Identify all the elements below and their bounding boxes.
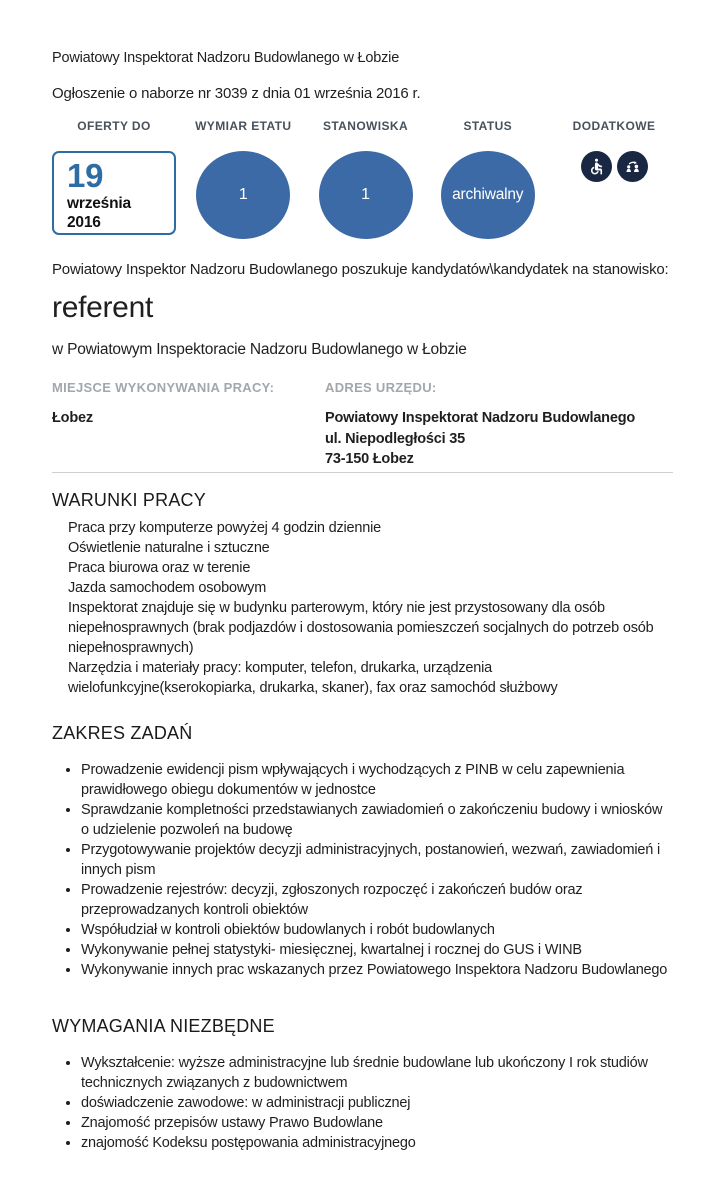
requirements-list (52, 1053, 673, 1153)
stat-offers-until-label: OFERTY DO (77, 119, 151, 134)
stat-offers-until (52, 119, 176, 239)
details-columns (52, 380, 673, 469)
working-condition-line: Inspektorat znajduje się w budynku parterowym, który nie jest przystosowany dla osób niepełnosprawnych (brak podjazdów i dostosowania pomieszczeń socjalnych do potrzeb osób niepełnosprawnych) (68, 600, 654, 657)
workplace-label: MIEJSCE WYKONYWANIA PRACY: (52, 380, 275, 396)
deadline-year: 2016 (67, 214, 101, 232)
requirement-item: • Wykształcenie: wyższe administracyjne lub średnie budowlane lub ukończony I rok studiów technicznych związanych z budownictwem (81, 1053, 673, 1093)
section-requirements (52, 1016, 673, 1153)
stats-row (52, 119, 673, 239)
status-badge: archiwalny (441, 151, 535, 239)
wheelchair-icon (581, 151, 612, 182)
workplace-column (52, 380, 325, 469)
requirement-item: • doświadczenie zawodowe: w administracji publicznej (81, 1093, 673, 1113)
requirement-item: • Znajomość przepisów ustawy Prawo Budowlane (81, 1113, 673, 1133)
stat-fte-label: WYMIAR ETATU (195, 119, 292, 134)
organization-title: Powiatowy Inspektorat Nadzoru Budowlanego w Łobzie (52, 50, 400, 66)
duty-item: • Wykonywanie innych prac wskazanych przez Powiatowego Inspektora Nadzoru Budowlanego (81, 960, 673, 980)
deadline-day: 19 (67, 157, 104, 195)
section-working-conditions (52, 490, 673, 698)
seeker-line: Powiatowy Inspektor Nadzoru Budowlanego poszukuje kandydatów\kandydatek na stanowisko: (52, 261, 669, 279)
duty-item: • Przygotowywanie projektów decyzji administracyjnych, postanowień, wezwań, zawiadomień i innych pism (81, 840, 673, 880)
stat-status-label: STATUS (463, 119, 513, 134)
working-conditions-list (52, 518, 673, 698)
stat-additional (555, 119, 673, 239)
deadline-month: września (67, 195, 131, 213)
working-conditions-title: WARUNKI PRACY (52, 490, 206, 511)
address-line: ul. Niepodległości 35 (325, 430, 466, 447)
section-divider (52, 472, 673, 473)
positions-value-badge: 1 (319, 151, 413, 239)
duties-title: ZAKRES ZADAŃ (52, 723, 193, 744)
working-condition-line: Jazda samochodem osobowym (68, 580, 267, 597)
fte-value-badge: 1 (196, 151, 290, 239)
working-condition-line: Praca przy komputerze powyżej 4 godzin dziennie (68, 520, 381, 537)
section-duties (52, 723, 673, 980)
working-condition-line: Narzędzia i materiały pracy: komputer, telefon, drukarka, urządzenia wielofunkcyjne(kserokopiarka, drukarka, skaner), fax oraz samochód służbowy (68, 660, 558, 697)
office-address-value (325, 408, 673, 469)
duty-item: • Współudział w kontroli obiektów budowlanych i robót budowlanych (81, 920, 673, 940)
working-condition-line: Praca biurowa oraz w terenie (68, 560, 251, 577)
office-address-column (325, 380, 673, 469)
requirements-title: WYMAGANIA NIEZBĘDNE (52, 1016, 275, 1037)
position-title: referent (52, 291, 153, 325)
offer-deadline-card (52, 151, 176, 235)
stat-status (433, 119, 543, 239)
working-condition-line: Oświetlenie naturalne i sztuczne (68, 540, 270, 557)
additional-icons (581, 151, 648, 182)
duties-list (52, 760, 673, 980)
address-line: Powiatowy Inspektorat Nadzoru Budowlanego (325, 410, 636, 427)
stat-additional-label: DODATKOWE (572, 119, 656, 134)
office-address-label: ADRES URZĘDU: (325, 380, 437, 396)
replacement-pawns-icon (617, 151, 648, 182)
duty-item: • Prowadzenie ewidencji pism wpływających i wychodzących z PINB w celu zapewnienia prawidłowego obiegu dokumentów w jednostce (81, 760, 673, 800)
address-line: 73-150 Łobez (325, 450, 414, 467)
announcement-line: Ogłoszenie o naborze nr 3039 z dnia 01 września 2016 r. (52, 85, 421, 103)
duty-item: • Sprawdzanie kompletności przedstawianych zawiadomień o zakończeniu budowy i wniosków o udzielenie pozwoleń na budowę (81, 800, 673, 840)
duty-item: • Prowadzenie rejestrów: decyzji, zgłoszonych rozpoczęć i zakończeń budów oraz przeprowadzanych kontroli obiektów (81, 880, 673, 920)
stat-fte (188, 119, 298, 239)
stat-positions (311, 119, 421, 239)
duty-item: • Wykonywanie pełnej statystyki- miesięcznej, kwartalnej i rocznej do GUS i WINB (81, 940, 673, 960)
position-location-line: w Powiatowym Inspektoracie Nadzoru Budowlanego w Łobzie (52, 341, 467, 359)
requirement-item: • znajomość Kodeksu postępowania administracyjnego (81, 1133, 673, 1153)
workplace-value: Łobez (52, 410, 93, 427)
stat-positions-label: STANOWISKA (322, 119, 409, 134)
